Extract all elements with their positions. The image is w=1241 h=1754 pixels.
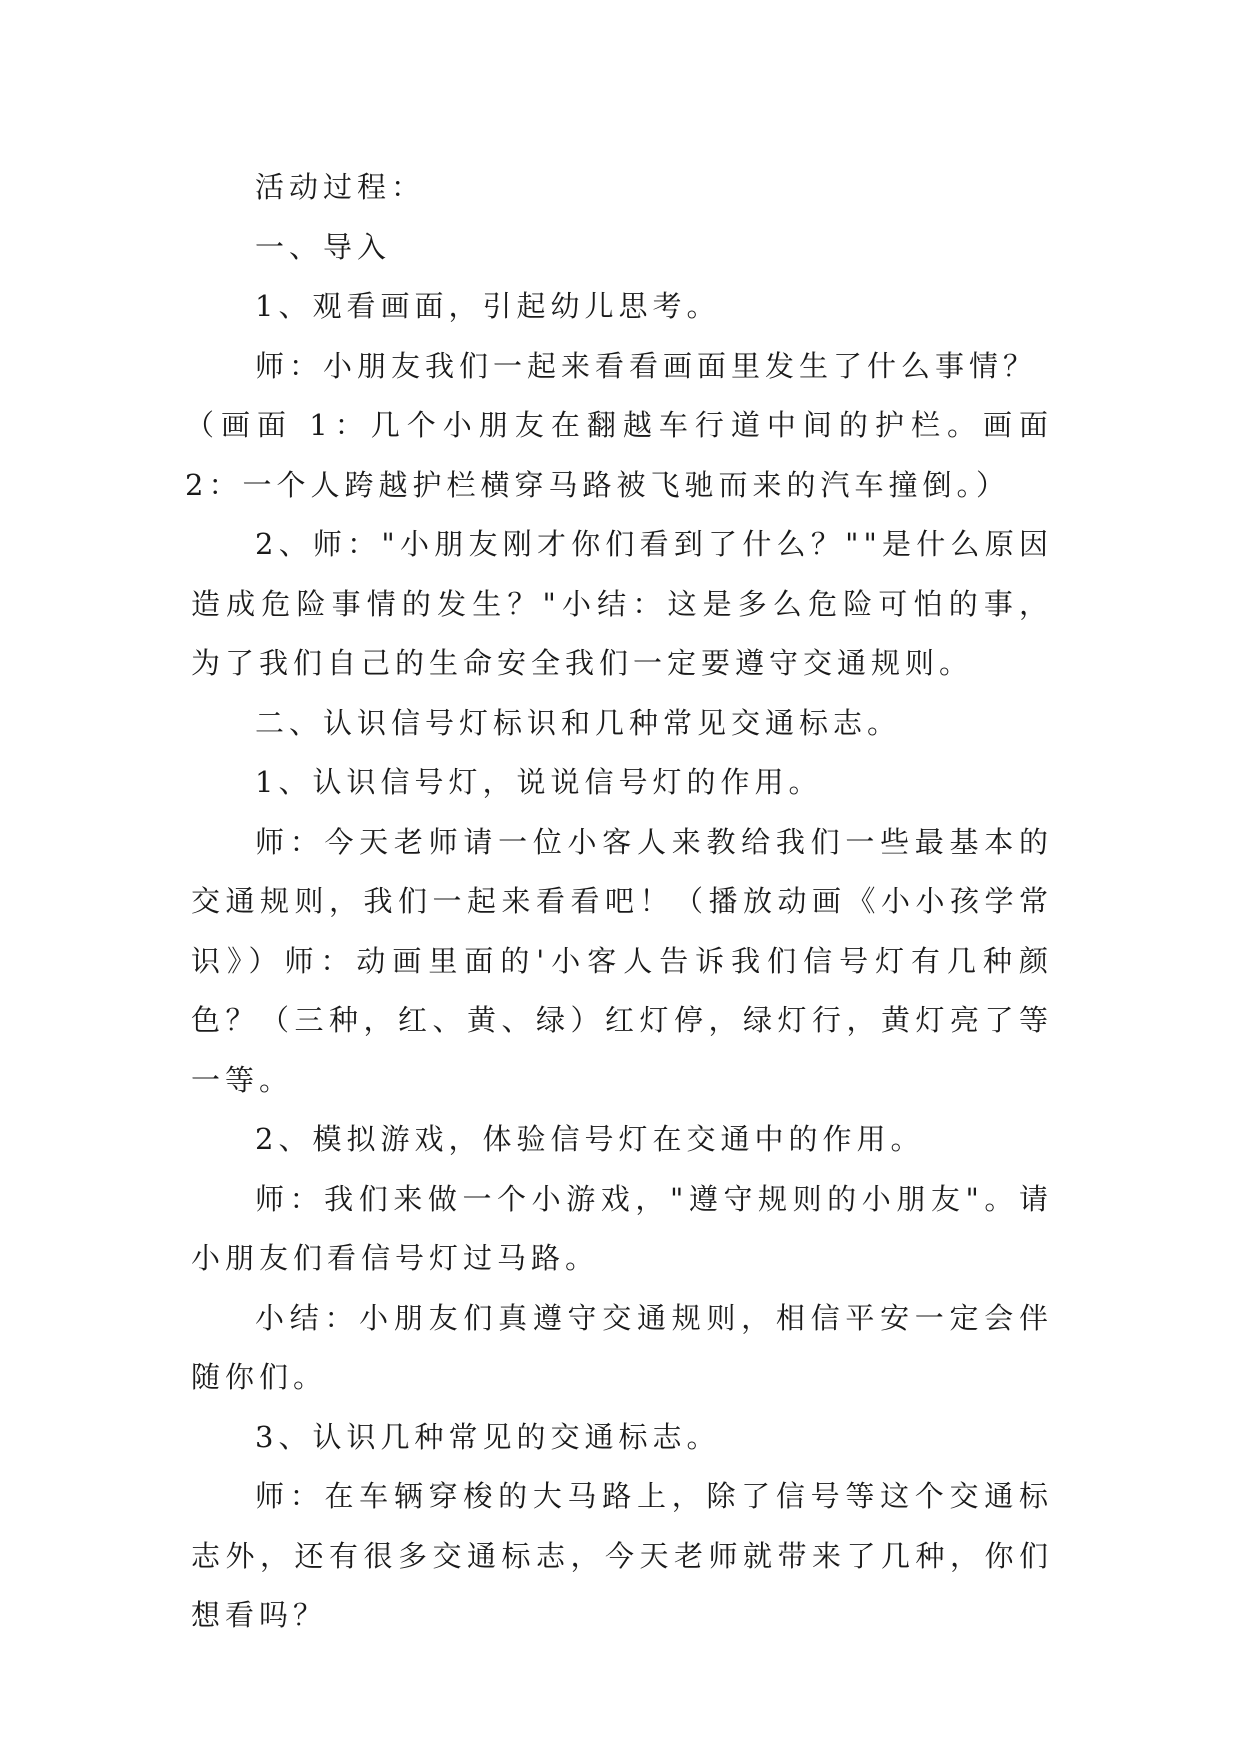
- heading-traffic-signs: 二、认识信号灯标识和几种常见交通标志。: [255, 705, 902, 740]
- heading-introduction: 一、导入: [255, 229, 392, 264]
- paragraph-signal-lights: 1、认识信号灯，说说信号灯的作用。: [255, 765, 823, 799]
- paragraph-watch-picture: 1、观看画面，引起幼儿思考。: [255, 289, 721, 323]
- paragraph-picture-description: （画面 1：几个小朋友在翻越车行道中间的护栏。画面 2：一个人跨越护栏横穿马路被飞驰而来的汽车撞倒。）: [185, 408, 1053, 502]
- paragraph-game-instruction: 师：我们来做一个小游戏，"遵守规则的小朋友"。请小朋友们看信号灯过马路。: [191, 1181, 1053, 1275]
- paragraph-activity-process: 活动过程：: [255, 170, 426, 204]
- document-body: [185, 158, 1053, 1646]
- paragraph-game-summary: 小结：小朋友们真遵守交通规则，相信平安一定会伴随你们。: [191, 1300, 1053, 1394]
- paragraph-animation: 师：今天老师请一位小客人来教给我们一些最基本的交通规则，我们一起来看看吧！（播放动画《小小孩学常识》）师：动画里面的'小客人告诉我们信号灯有几种颜色？（三种，红、黄、绿）红灯停，绿灯行，黄灯亮了等一等。: [191, 824, 1053, 1097]
- paragraph-signs-question: 师：在车辆穿梭的大马路上，除了信号等这个交通标志外，还有很多交通标志，今天老师就带来了几种，你们想看吗？: [191, 1479, 1053, 1632]
- paragraph-discussion-summary: 2、师："小朋友刚才你们看到了什么？""是什么原因造成危险事情的发生？"小结：这是多么危险可怕的事，为了我们自己的生命安全我们一定要遵守交通规则。: [191, 527, 1053, 680]
- paragraph-teacher-question: 师：小朋友我们一起来看看画面里发生了什么事情？: [255, 348, 1038, 383]
- paragraph-simulation-game: 2、模拟游戏，体验信号灯在交通中的作用。: [255, 1122, 925, 1156]
- paragraph-common-signs: 3、认识几种常见的交通标志。: [255, 1419, 721, 1454]
